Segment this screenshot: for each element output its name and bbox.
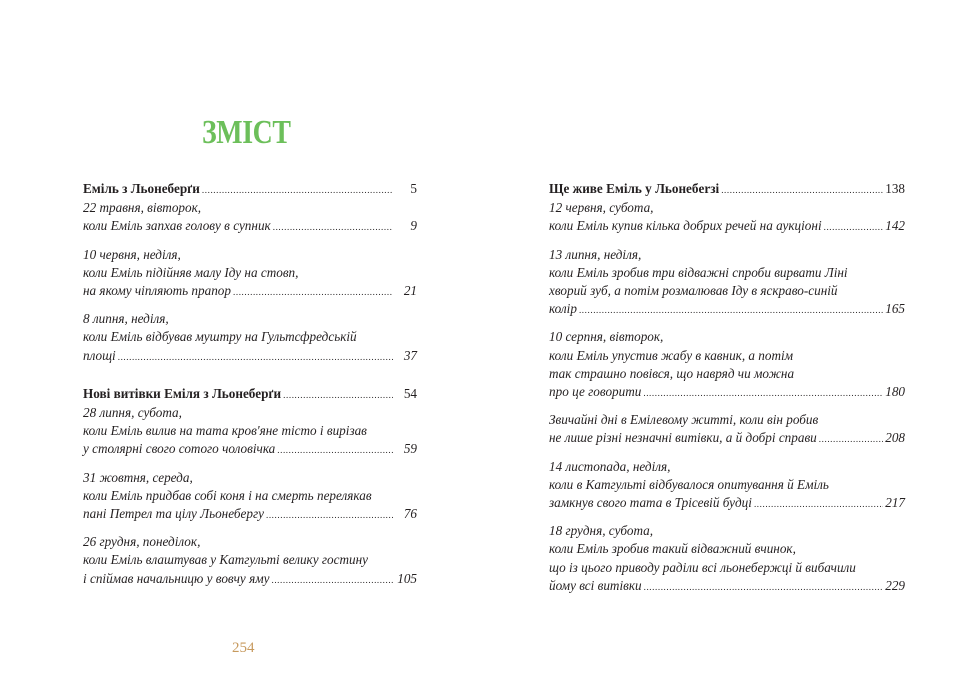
toc-section-heading[interactable]: [83, 180, 417, 199]
entry-line: на якому чіпляють прапор: [83, 283, 231, 299]
entry-line: 28 липня, субота,: [83, 405, 182, 421]
dot-leader: [824, 218, 884, 236]
toc-section-heading[interactable]: [83, 385, 417, 404]
entry-line: площі: [83, 347, 116, 363]
entry-page-number: 9: [410, 218, 417, 234]
section-title: Еміль з Льонеберґи: [83, 181, 200, 196]
entry-line: 13 липня, неділя,: [549, 246, 642, 262]
entry-line: 22 травня, вівторок,: [83, 200, 202, 216]
entry-last-line: [83, 282, 417, 301]
entry-last-line: [83, 347, 417, 366]
toc-entry[interactable]: [549, 199, 905, 236]
entry-last-line: [83, 505, 417, 524]
page-title: ЗМІСТ: [202, 114, 291, 151]
entry-line: коли Еміль зробив такий відважний вчинок,: [549, 541, 796, 557]
dot-leader: [271, 571, 393, 589]
page-number: 254: [232, 640, 255, 656]
entry-line: коли Еміль вилив на тата кров'яне тісто і вирізав: [83, 423, 367, 439]
section-page-number: 54: [403, 385, 417, 401]
entry-line: коли Еміль запхав голову в супник: [83, 218, 271, 234]
entry-last-line: [549, 494, 905, 513]
toc-entry[interactable]: [83, 199, 417, 236]
entry-page-number: 21: [403, 283, 417, 299]
entry-page-number: 142: [885, 218, 905, 234]
entry-line: 8 липня, неділя,: [83, 311, 169, 327]
toc-entry[interactable]: [549, 246, 905, 320]
entry-line: не лише різні незначні витівки, а й добрі справи: [549, 430, 817, 446]
entry-line: коли Еміль упустив жабу в кавник, а потім: [549, 347, 794, 363]
entry-line: коли Еміль купив кілька добрих речей на аукціоні: [549, 218, 822, 234]
entry-line: і спіймав начальницю у вовчу яму: [83, 570, 270, 586]
entry-page-number: 105: [397, 570, 417, 586]
dot-leader: [233, 283, 393, 301]
toc-entry[interactable]: [83, 310, 417, 366]
entry-page-number: 59: [403, 441, 417, 457]
toc-entry[interactable]: [83, 404, 417, 460]
entry-line: хворий зуб, а потім розмалював Іду в яскраво-синій: [549, 283, 838, 299]
entry-page-number: 208: [885, 430, 905, 446]
entry-line: 10 серпня, вівторок,: [549, 329, 664, 345]
entry-line: коли Еміль влаштував у Катгульті велику гостину: [83, 552, 368, 568]
entry-line: 18 грудня, субота,: [549, 523, 654, 539]
dot-leader: [819, 430, 883, 448]
toc-section-heading[interactable]: [549, 180, 905, 199]
dot-leader: [266, 506, 393, 524]
toc-entry[interactable]: [83, 533, 417, 589]
entry-line: про це говорити: [549, 384, 642, 400]
entry-line: 31 жовтня, середа,: [83, 469, 193, 485]
entry-last-line: [549, 383, 905, 402]
dot-leader: [579, 301, 883, 319]
entry-line: коли Еміль зробив три відважні спроби вирвати Ліні: [549, 264, 848, 280]
toc-entry[interactable]: [549, 411, 905, 448]
entry-line: колір: [549, 301, 577, 317]
entry-last-line: [83, 440, 417, 459]
dot-leader: [273, 218, 393, 236]
entry-last-line: [83, 217, 417, 236]
entry-line: що із цього приводу раділи всі льонебержці й вибачили: [549, 559, 856, 575]
toc-entry[interactable]: [83, 246, 417, 302]
entry-page-number: 180: [885, 384, 905, 400]
entry-line: пані Петрел та цілу Льонебергу: [83, 506, 264, 522]
dot-leader: [277, 441, 393, 459]
toc-entry[interactable]: [549, 522, 905, 596]
entry-last-line: [549, 577, 905, 596]
toc-left-column: [83, 180, 417, 589]
toc-entry[interactable]: [83, 469, 417, 525]
dot-leader: [202, 181, 393, 199]
entry-line: так страшно повівся, що навряд чи можна: [549, 365, 795, 381]
entry-line: 14 листопада, неділя,: [549, 458, 671, 474]
section-page-number: 5: [410, 181, 417, 196]
entry-page-number: 37: [403, 347, 417, 363]
section-title: Нові витівки Еміля з Льонеберґи: [83, 385, 282, 401]
dot-leader: [721, 181, 883, 199]
entry-line: у столярні свого сотого чоловічка: [83, 441, 276, 457]
dot-leader: [643, 384, 883, 402]
entry-line: 12 червня, субота,: [549, 200, 654, 216]
toc-right-column: [549, 180, 905, 596]
toc-entry[interactable]: [549, 458, 905, 514]
entry-line: замкнув свого тата в Трісевій будці: [549, 495, 752, 511]
entry-line: 26 грудня, понеділок,: [83, 534, 201, 550]
toc-section: [83, 385, 417, 589]
section-page-number: 138: [885, 181, 905, 196]
toc-section: [83, 180, 417, 366]
entry-line: коли Еміль відбував муштру на Гультсфредській: [83, 329, 357, 345]
entry-last-line: [549, 217, 905, 236]
dot-leader: [283, 386, 393, 404]
entry-page-number: 217: [885, 495, 905, 511]
section-title: Ще живе Еміль у Льонебerзі: [549, 181, 720, 196]
entry-last-line: [549, 429, 905, 448]
entry-line: коли Еміль підійняв малу Іду на стовп,: [83, 264, 299, 280]
toc-entry[interactable]: [549, 328, 905, 402]
dot-leader: [754, 495, 883, 513]
entry-last-line: [549, 300, 905, 319]
entry-line: йому всі витівки: [549, 577, 642, 593]
entry-line: коли Еміль придбав собі коня і на смерть перелякав: [83, 487, 372, 503]
entry-page-number: 165: [885, 301, 905, 317]
entry-line: 10 червня, неділя,: [83, 246, 181, 262]
entry-line: коли в Катгульті відбувалося опитування й Еміль: [549, 476, 829, 492]
dot-leader: [644, 578, 884, 596]
entry-last-line: [83, 570, 417, 589]
entry-page-number: 76: [403, 506, 417, 522]
toc-section: [549, 180, 905, 596]
entry-page-number: 229: [885, 577, 905, 593]
entry-line: Звичайні дні в Емілевому житті, коли він робив: [549, 412, 819, 428]
dot-leader: [118, 348, 393, 366]
